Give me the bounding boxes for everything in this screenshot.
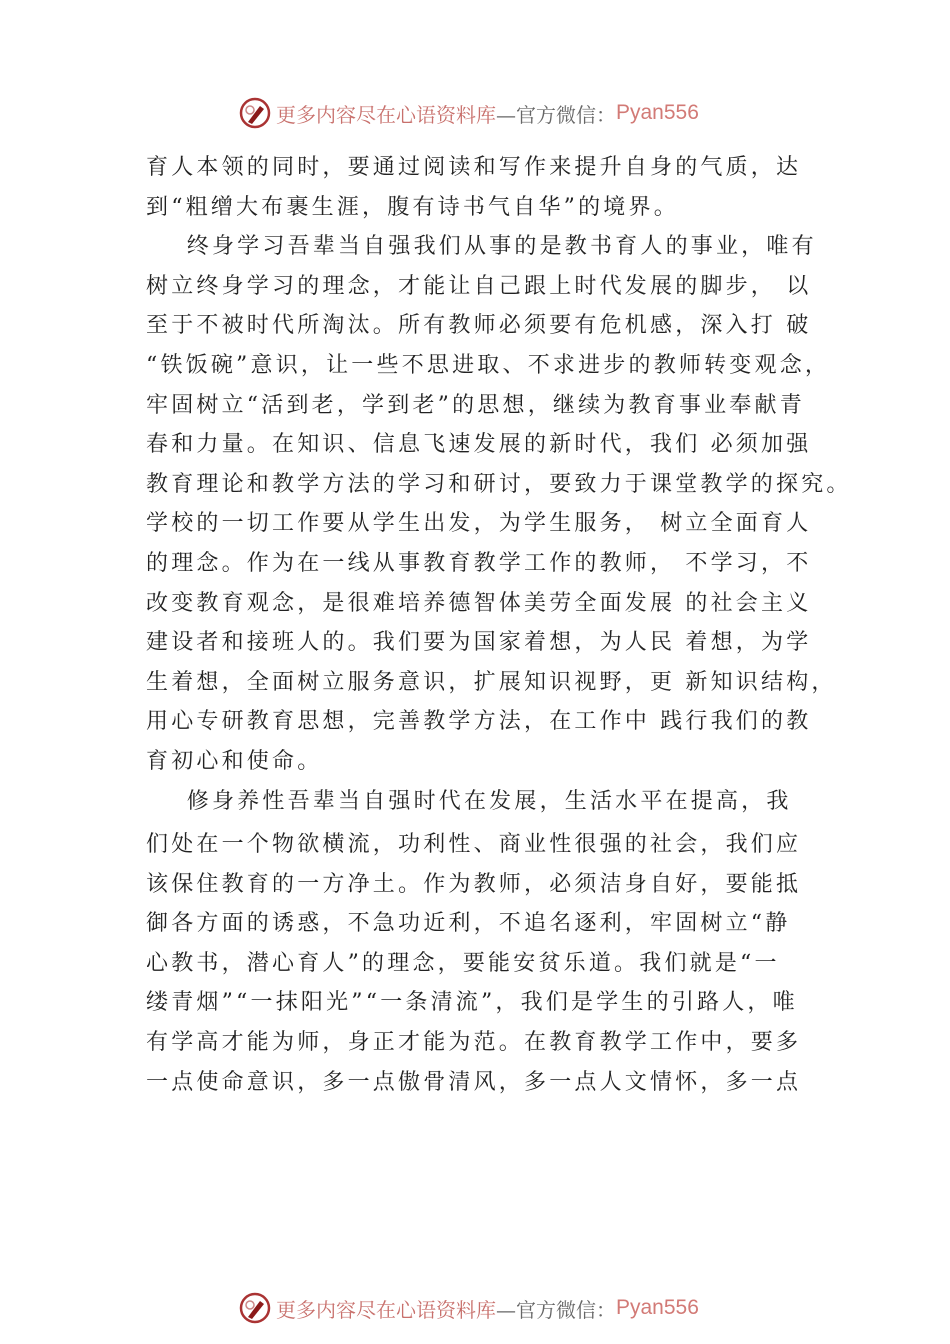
wechat-id: Pyan556 [616, 1296, 699, 1319]
footer-watermark-banner [238, 1288, 699, 1328]
text-line: 的理念。作为在一线从事教育教学工作的教师， 不学习，不 [146, 550, 812, 576]
wechat-label: —官方微信： [496, 102, 616, 127]
text-line: 终身学习吾辈当自强我们从事的是教书育人的事业，唯有 [146, 234, 817, 260]
text-line: 育人本领的同时，要通过阅读和写作来提升自身的气质，达 [146, 155, 802, 180]
text-line: 们处在一个物欲横流，功利性、商业性很强的社会，我们应 [146, 832, 802, 858]
text-line: 生着想，全面树立服务意识，扩展知识视野，更 新知识结构， [146, 669, 837, 695]
text-line: 学校的一切工作要从学生出发，为学生服务， 树立全面育人 [146, 511, 812, 537]
text-line: “铁饭碗”意识，让一些不思进取、不求进步的教师转变观念， [146, 352, 831, 378]
text-line: 至于不被时代所淘汰。所有教师必须要有危机感，深入打 破 [146, 313, 812, 339]
pen-logo-icon [238, 1291, 272, 1325]
text-line: 御各方面的诱惑，不急功近利，不追名逐利，牢固树立“静 [146, 911, 791, 937]
pen-logo-icon [238, 96, 272, 130]
text-line: 建设者和接班人的。我们要为国家着想，为人民 着想，为学 [146, 630, 812, 656]
text-line: 育初心和使命。 [146, 748, 323, 774]
site-name: 更多内容尽在心语资料库 [276, 1297, 496, 1322]
header-watermark-banner [238, 93, 699, 133]
text-line: 一点使命意识，多一点傲骨清风，多一点人文情怀，多一点 [146, 1069, 802, 1095]
text-line: 教育理论和教学方法的学习和研讨，要致力于课堂教学的探究。 [146, 471, 852, 497]
text-line: 春和力量。在知识、信息飞速发展的新时代，我们 必须加强 [146, 432, 812, 458]
text-line: 修身养性吾辈当自强时代在发展，生活水平在提高，我 [146, 788, 792, 814]
wechat-label: —官方微信： [496, 1297, 616, 1322]
wechat-id: Pyan556 [616, 101, 699, 124]
site-name: 更多内容尽在心语资料库 [276, 102, 496, 127]
text-line: 心教书，潜心育人”的理念，要能安贫乐道。我们就是“一 [146, 950, 780, 976]
text-line: 牢固树立“活到老，学到老”的思想，继续为教育事业奉献青 [146, 392, 805, 418]
text-line: 用心专研教育思想，完善教学方法，在工作中 践行我们的教 [146, 709, 812, 735]
document-body [146, 148, 866, 1102]
text-line: 到“粗缯大布裹生涯，腹有诗书气自华”的境界。 [146, 194, 679, 220]
text-line: 该保住教育的一方净土。作为教师，必须洁身自好，要能抵 [146, 871, 802, 897]
text-line: 改变教育观念，是很难培养德智体美劳全面发展 的社会主义 [146, 590, 812, 616]
text-line: 有学高才能为师，身正才能为范。在教育教学工作中，要多 [146, 1030, 802, 1056]
text-line: 缕青烟”“一抹阳光”“一条清流”，我们是学生的引路人，唯 [146, 990, 798, 1016]
text-line: 树立终身学习的理念，才能让自己跟上时代发展的脚步， 以 [146, 273, 812, 299]
